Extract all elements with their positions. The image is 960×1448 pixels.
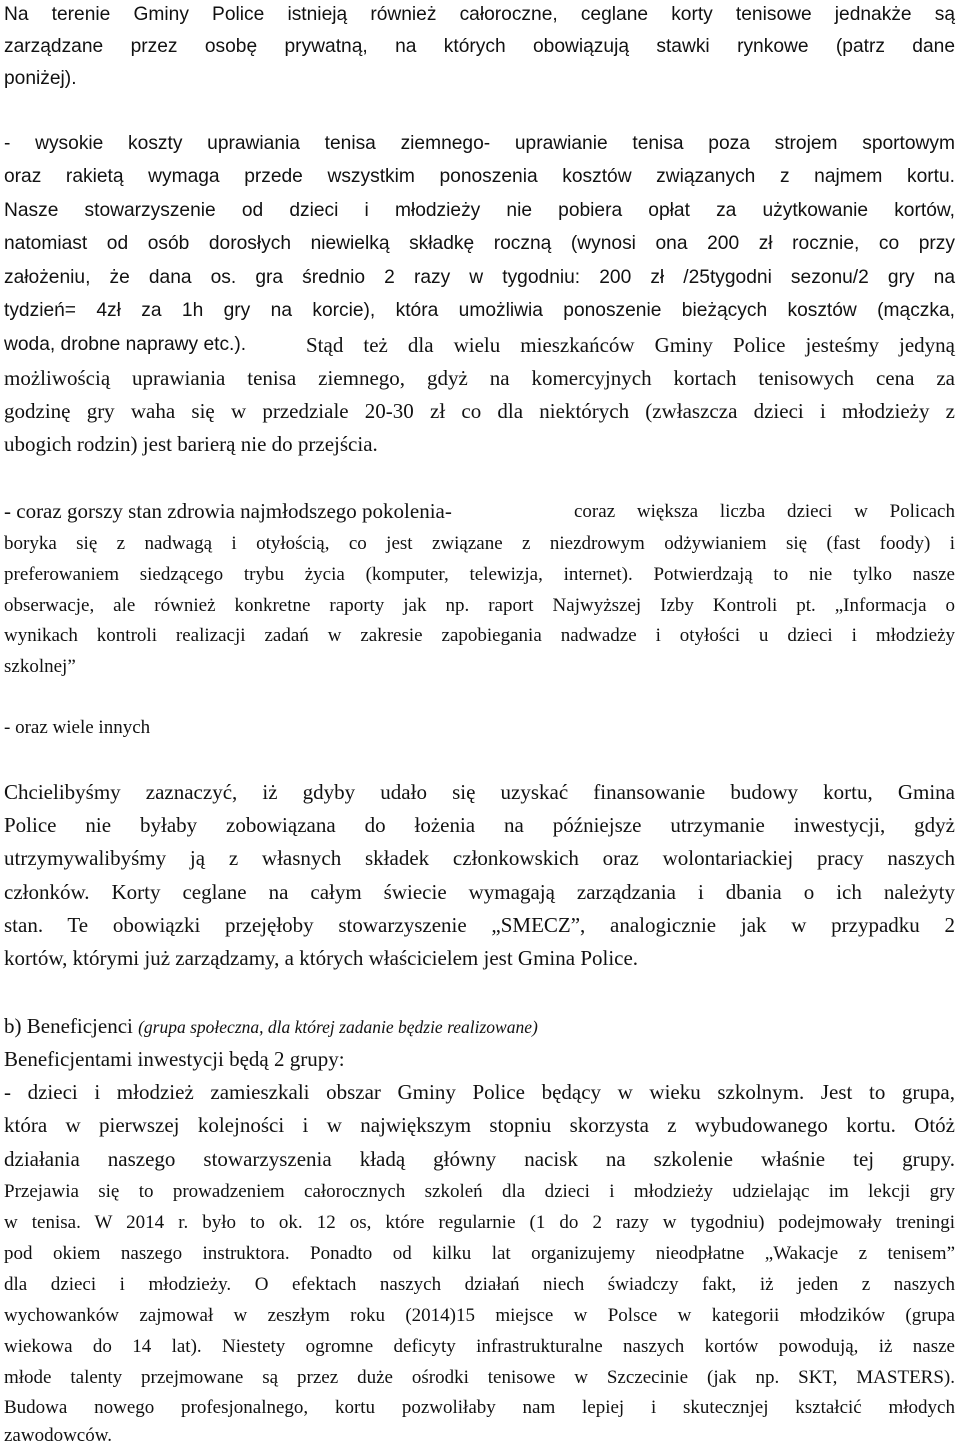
paragraph-line: zarządzane przez osobę prywatną, na których obowiązują stawki rynkowe (patrz dane	[4, 36, 955, 57]
paragraph-line: utrzymywalibyśmy ją z własnych składek członkowskich oraz wolontariackiej pracy naszych	[4, 846, 955, 870]
paragraph-line: stan. Te obowiązki przejęłoby stowarzyszenie „SMECZ”, analogicznie jak w przypadku 2	[4, 913, 955, 937]
paragraph-line: poniżej).	[4, 68, 77, 89]
list-item-heading: - coraz gorszy stan zdrowia najmłodszego pokolenia-	[4, 499, 452, 523]
paragraph-line: natomiast od osób dorosłych niewielką składkę roczną (wynosi ona 200 zł rocznie, co przy	[4, 233, 955, 254]
paragraph-line: Budowa nowego profesjonalnego, kortu pozwoliłaby nam lepiej i skutecznjej kształcić młodych	[4, 1397, 955, 1418]
paragraph-line: wynikach kontroli realizacji zadań w zakresie zapobiegania nadwadze i otyłości u dzieci i młodzieży	[4, 625, 955, 646]
paragraph-line: Chcielibyśmy zaznaczyć, iż gdyby udało się uzyskać finansowanie budowy kortu, Gmina	[4, 780, 955, 804]
paragraph-line: tydzień= 4zł za 1h gry na korcie), która umożliwia ponoszenie bieżących kosztów (mączka,	[4, 300, 955, 321]
paragraph-line: Przejawia się to prowadzeniem całorocznych szkoleń dla dzieci i młodzieży udzielając im lekcji gry	[4, 1181, 955, 1202]
paragraph-line: która w pierwszej kolejności i w największym stopniu skorzysta z wybudowanego kortu. Otóż	[4, 1113, 955, 1137]
section-heading	[4, 1013, 538, 1040]
paragraph-line: szkolnej”	[4, 656, 76, 677]
paragraph-line: możliwością uprawiania tenisa ziemnego, gdyż na komercyjnych kortach tenisowych cena za	[4, 366, 955, 390]
paragraph-line: zawodowców.	[4, 1425, 112, 1446]
paragraph-line: obserwacje, ale również konkretne raporty jak np. raport Najwyższej Izby Kontroli pt. „Informacja o	[4, 595, 955, 616]
list-item: - oraz wiele innych	[4, 717, 151, 738]
paragraph-line: preferowaniem siedzącego trybu życia (komputer, telewizja, internet). Potwierdzają to nie tylko nasze	[4, 564, 955, 585]
paragraph-line: wychowanków zajmował w zeszłym roku (2014)15 miejsce w Polsce w kategorii młodzików (grupa	[4, 1305, 955, 1326]
paragraph-line: boryka się z nadwagą i otyłością, co jest związane z niezdrowym odżywianiem się (fast foody) i	[4, 533, 955, 554]
paragraph-line: ubogich rodzin) jest barierą nie do przejścia.	[4, 432, 378, 456]
paragraph-line: założeniu, że dana os. gra średnio 2 razy w tygodniu: 200 zł /25tygodni sezonu/2 gry na	[4, 267, 955, 288]
paragraph-line: działania naszego stowarzyszenia kładą główny nacisk na szkolenie właśnie tej grupy.	[4, 1147, 955, 1171]
paragraph-line: Beneficjentami inwestycji będą 2 grupy:	[4, 1047, 345, 1071]
paragraph-line: Police nie byłaby zobowiązana do łożenia na późniejsze utrzymanie inwestycji, gdyż	[4, 813, 955, 837]
paragraph-line: w tenisa. W 2014 r. było to ok. 12 os, które regularnie (1 do 2 razy w tygodniu) podejmowały treningi	[4, 1212, 955, 1233]
paragraph-line: Stąd też dla wielu mieszkańców Gminy Police jesteśmy jedyną	[306, 333, 955, 357]
paragraph-line: młode talenty przejmowane są przez duże ośrodki tenisowe w Szczecinie (jak np. SKT, MASTERS).	[4, 1367, 955, 1388]
section-label: b) Beneficjenci	[4, 1014, 133, 1038]
paragraph-line: oraz rakietą wymaga przede wszystkim ponoszenia kosztów związanych z najmem kortu.	[4, 166, 955, 187]
paragraph-line: kortów, którymi już zarządzamy, a których właścicielem jest Gmina Police.	[4, 946, 639, 970]
paragraph-line: - dzieci i młodzież zamieszkali obszar Gminy Police będący w wieku szkolnym. Jest to grupa,	[4, 1080, 955, 1104]
section-note: (grupa społeczna, dla której zadanie będzie realizowane)	[138, 1017, 538, 1037]
paragraph-line: - wysokie koszty uprawiania tenisa ziemnego- uprawianie tenisa poza strojem sportowym	[4, 133, 955, 154]
paragraph-line: wiekowa do 14 lat). Niestety ogromne deficyty infrastrukturalne naszych kortów powodują, iż nasze	[4, 1336, 955, 1357]
paragraph-line: godzinę gry waha się w przedziale 20-30 zł co dla niektórych (zwłaszcza dzieci i młodzieży z	[4, 399, 955, 423]
paragraph-line: Nasze stowarzyszenie od dzieci i młodzieży nie pobiera opłat za użytkowanie kortów,	[4, 200, 955, 221]
paragraph-line: coraz większa liczba dzieci w Policach	[574, 501, 955, 522]
paragraph-line: dla dzieci i młodzieży. O efektach naszych działań niech świadczy fakt, iż jeden z naszych	[4, 1274, 955, 1295]
paragraph-line: Na terenie Gminy Police istnieją również całoroczne, ceglane korty tenisowe jednakże są	[4, 4, 955, 25]
paragraph-line: woda, drobne naprawy etc.).	[4, 334, 247, 355]
paragraph-line: pod okiem naszego instruktora. Ponadto od kilku lat organizujemy nieodpłatne „Wakacje z tenisem”	[4, 1243, 955, 1264]
paragraph-line: członków. Korty ceglane na całym świecie wymagają zarządzania i dbania o ich należyty	[4, 880, 955, 904]
